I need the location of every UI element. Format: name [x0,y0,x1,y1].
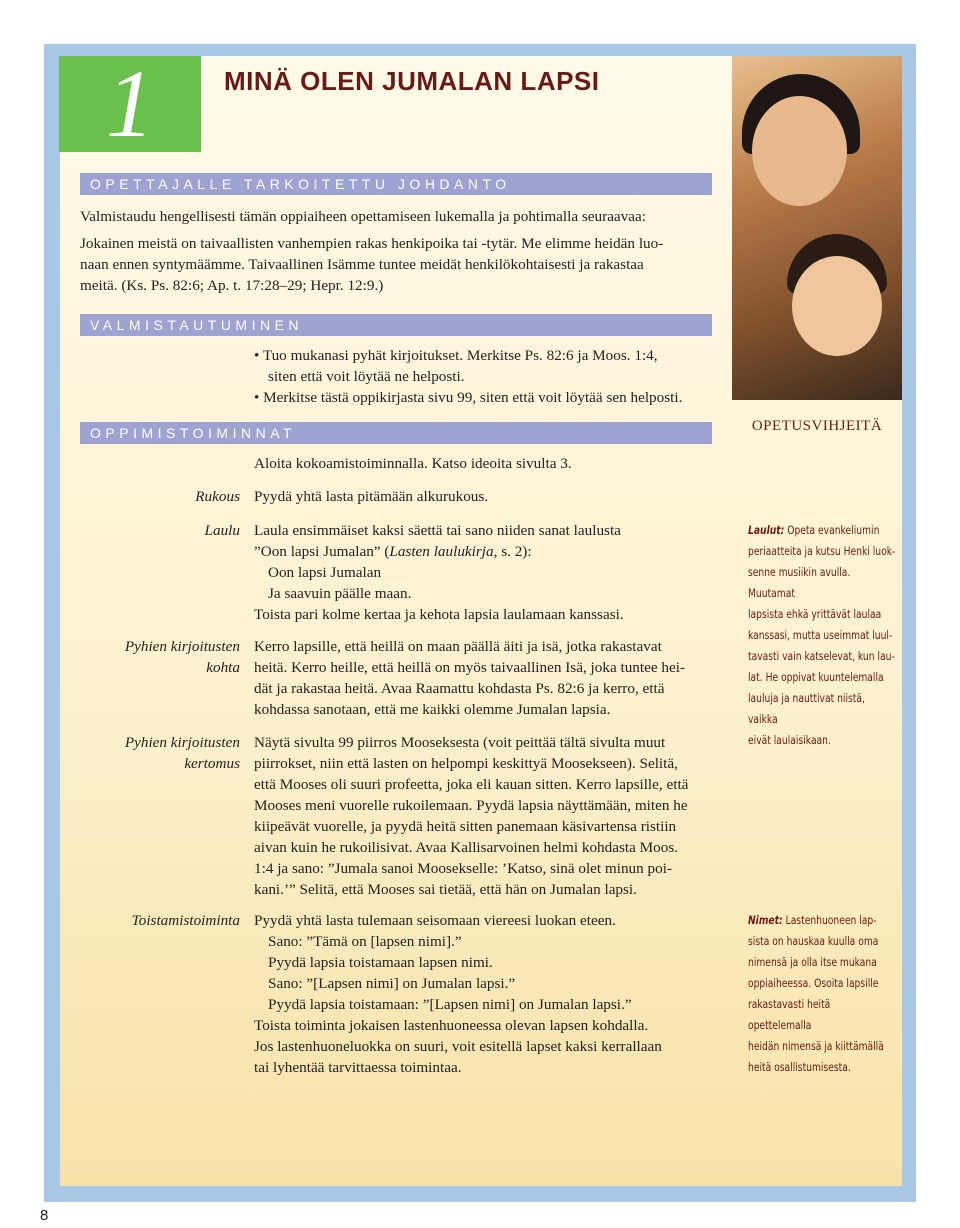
photo-girl-face [752,96,847,206]
repetition-line: Sano: ”Tämä on [lapsen nimi].” [268,933,462,950]
tip-line: heidän nimensä ja kiittämällä [748,1040,884,1053]
laulu-text [254,520,712,625]
page-number: 8 [40,1207,49,1224]
intro-line: meitä. (Ks. Ps. 82:6; Ap. t. 17:28–29; Hepr. 12:9.) [80,277,384,294]
intro-lead: Valmistaudu hengellisesti tämän oppiaiheen opettamiseen lukemalla ja pohtimalla seuraavaa: [80,208,646,225]
story-line: Näytä sivulta 99 piirros Mooseksesta (voit peittää tältä sivulta muut [254,734,666,751]
activities-opening: Aloita kokoamistoiminnalla. Katso ideoita sivulta 3. [254,455,572,472]
repetition-line: Pyydä lapsia toistamaan: ”[Lapsen nimi] on Jumalan lapsi.” [268,996,632,1013]
tip-line [748,910,896,931]
song-line: Oon lapsi Jumalan [268,564,382,581]
chapter-title: MINÄ OLEN JUMALAN LAPSI [224,66,600,96]
scripture-text [254,636,712,720]
chapter-number: 1 [106,50,154,157]
story-line: aivan kuin he rukoilisivat. Avaa Kallisarvoinen helmi kohdasta Moos. [254,839,679,856]
story-line: Mooses meni vuorelle rukoilemaan. Pyydä lapsia näyttämään, miten he [254,797,688,814]
tip-line [748,520,896,541]
intro-line: naan ennen syntymäämme. Taivaallinen Isämme tuntee meidät henkilökohtaisesti ja rakastaa [80,256,644,273]
repetition-text [254,910,712,1078]
label-line: kertomus [184,755,240,772]
repetition-line: Sano: ”[Lapsen nimi] on Jumalan lapsi.” [268,975,516,992]
prep-bullet: • Merkitse tästä oppikirjasta sivu 99, siten että voit löytää sen helposti. [254,389,683,406]
label-scripture [80,636,240,678]
story-line: että Mooses oli suuri profeetta, joka eli kauan sitten. Kerro lapsille, että [254,776,689,793]
intro-text [80,233,720,296]
children-photo [732,56,902,400]
tip-line: rakastavasti heitä opettelemalla [748,998,831,1032]
laulu-line: Laula ensimmäiset kaksi säettä tai sano niiden sanat laulusta [254,522,621,539]
tip-names [748,910,896,1078]
prep-bullet-cont: siten että voit löytää ne helposti. [268,368,465,385]
activities-header: OPPIMISTOIMINNAT [80,422,712,444]
story-line: piirrokset, niin että lasten on helpompi keskittyä Moosekseen). Selitä, [254,755,678,772]
prep-list [254,345,712,408]
laulu-line: ”Oon lapsi Jumalan” (Lasten laulukirja, s. 2): [254,543,532,560]
tip-text: Lastenhuoneen lap- [785,914,877,927]
story-text [254,732,712,900]
tip-line: periaatteita ja kutsu Henki luok- [748,545,896,558]
repetition-line: Pyydä yhtä lasta tulemaan seisomaan viereesi luokan eteen. [254,912,616,929]
label-line: Pyhien kirjoitusten [124,734,240,751]
scripture-line: heitä. Kerro heille, että heillä on myös taivaallinen Isä, joka tuntee hei- [254,659,685,676]
song-line: Ja saavuin päälle maan. [268,585,412,602]
tip-line: lat. He oppivat kuuntelemalla [748,671,884,684]
label-repetition: Toistamistoiminta [131,912,240,929]
label-line: kohta [206,659,240,676]
repetition-line: Pyydä lapsia toistamaan lapsen nimi. [268,954,493,971]
laulu-line: Toista pari kolme kertaa ja kehota lapsia laulamaan kanssasi. [254,606,624,623]
tip-line: lauluja ja nauttivat niistä, vaikka [748,692,865,726]
label-laulu: Laulu [204,522,240,539]
repetition-line: Toista toiminta jokaisen lastenhuoneessa olevan lapsen kohdalla. [254,1017,649,1034]
label-rukous: Rukous [195,488,240,505]
scripture-line: Kerro lapsille, että heillä on maan päällä äiti ja isä, jotka rakastavat [254,638,662,655]
tip-line: sista on hauskaa kuulla oma [748,935,879,948]
repetition-line: tai lyhentää tarvittaessa toimintaa. [254,1059,462,1076]
chapter-number-box [59,50,201,157]
tip-label: Nimet: [748,914,783,927]
photo-boy-face [792,256,882,356]
label-line: Pyhien kirjoitusten [124,638,240,655]
sidebar-title: OPETUSVIHJEITÄ [751,418,883,434]
story-line: kiipeävät vuorelle, ja pyydä heitä sitten panemaan käsivartensa ristiin [254,818,677,835]
tip-line: tavasti vain katselevat, kun lau- [748,650,895,663]
tip-songs [748,520,896,751]
tip-line: oppiaiheessa. Osoita lapsille [748,977,879,990]
intro-line: Jokainen meistä on taivaallisten vanhempien rakas henkipoika tai -tytär. Me elimme heidän luo- [80,235,664,252]
prep-header: VALMISTAUTUMINEN [80,314,712,336]
story-line: kani.’” Selitä, että Mooses sai tietää, että hän on Jumalan lapsi. [254,881,637,898]
rukous-text: Pyydä yhtä lasta pitämään alkurukous. [254,488,489,505]
tip-label: Laulut: [748,524,785,537]
tip-line: kanssasi, mutta useimmat luul- [748,629,893,642]
scripture-line: kohdassa sanotaan, että me kaikki olemme Jumalan lapsia. [254,701,611,718]
tip-line: nimensä ja olla itse mukana [748,956,877,969]
label-story [80,732,240,774]
tip-line: lapsista ehkä yrittävät laulaa [748,608,882,621]
prep-bullet: • Tuo mukanasi pyhät kirjoitukset. Merkitse Ps. 82:6 ja Moos. 1:4, [254,347,658,364]
repetition-line: Jos lastenhuoneluokka on suuri, voit esitellä lapset kaksi kerrallaan [254,1038,662,1055]
story-line: 1:4 ja sano: ”Jumala sanoi Moosekselle: ’Katso, sinä olet minun poi- [254,860,673,877]
tip-line: eivät laulaisikaan. [748,734,831,747]
tip-line: heitä osallistumisesta. [748,1061,851,1074]
intro-header: OPETTAJALLE TARKOITETTU JOHDANTO [80,173,712,195]
scripture-line: dät ja rakastaa heitä. Avaa Raamattu kohdasta Ps. 82:6 ja kerro, että [254,680,665,697]
tip-line: senne musiikin avulla. Muutamat [748,566,851,600]
tip-text: Opeta evankeliumin [787,524,880,537]
